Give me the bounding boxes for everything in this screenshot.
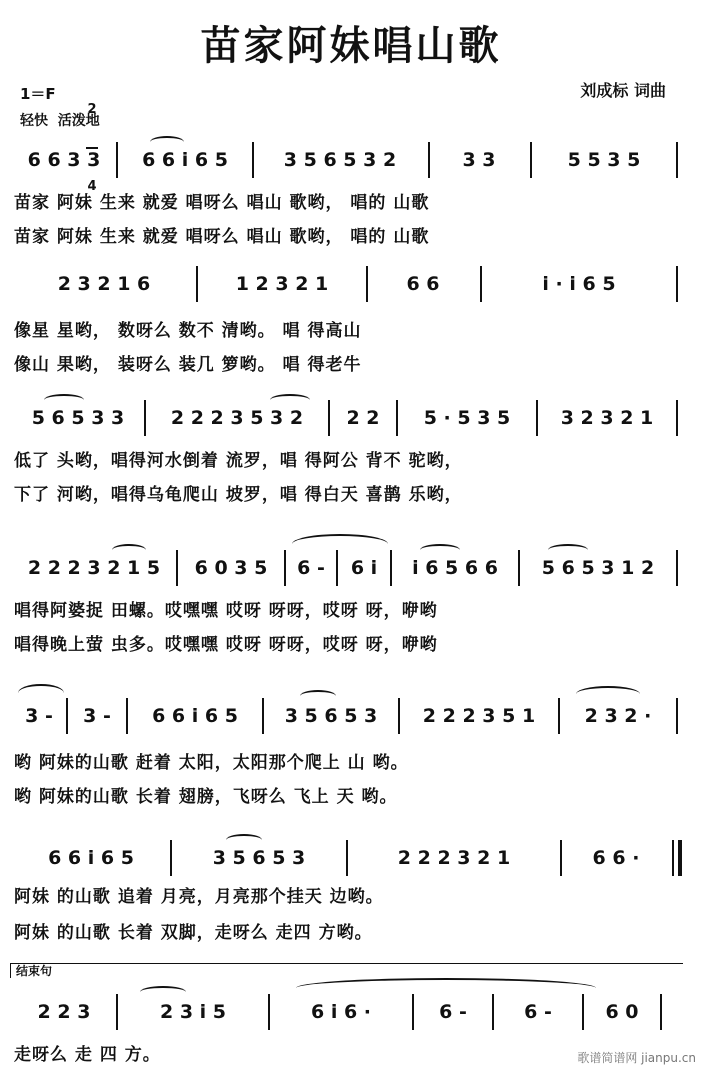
barline	[262, 698, 264, 734]
slur	[44, 394, 84, 406]
measure: 5 5 3 5	[567, 149, 641, 171]
measure: 2 2 2 3 5 3 2	[170, 407, 304, 429]
barline	[412, 994, 414, 1030]
notes-row	[0, 696, 702, 736]
measure: 6 6 ·	[592, 847, 640, 869]
slur	[18, 684, 64, 702]
barline	[346, 840, 348, 876]
barline	[284, 550, 286, 586]
notes-row	[0, 140, 702, 180]
measure: 6 6 3 3	[27, 149, 101, 171]
measure: 3 5 6 5 3	[212, 847, 306, 869]
barline	[366, 266, 368, 302]
slur	[140, 986, 186, 998]
barline	[676, 400, 678, 436]
slur	[226, 834, 262, 846]
time-numerator: 2	[87, 102, 97, 117]
slur	[300, 690, 336, 702]
slur	[292, 534, 388, 554]
barline	[144, 400, 146, 436]
slur	[112, 544, 146, 556]
measure: 3 5 6 5 3 2	[283, 149, 397, 171]
barline	[336, 550, 338, 586]
measure: 3 -	[83, 705, 111, 727]
barline	[558, 698, 560, 734]
barline	[676, 698, 678, 734]
measure: 6 6	[406, 273, 440, 295]
barline	[170, 840, 172, 876]
barline	[582, 994, 584, 1030]
slur	[548, 544, 588, 556]
measure: 3 5 6 5 3	[284, 705, 378, 727]
notes-row	[0, 992, 702, 1032]
measure: 6 -	[297, 557, 325, 579]
barline	[398, 698, 400, 734]
measure: 1 2 3 2 1	[235, 273, 329, 295]
barline	[676, 142, 678, 178]
time-denominator: 4	[87, 179, 97, 194]
measure: 6 0	[605, 1001, 639, 1023]
lyric-verse-2: 下了 河哟，唱得乌龟爬山 坡罗，唱 得白天 喜鹊 乐哟，	[14, 485, 463, 505]
barline	[328, 400, 330, 436]
tempo-marking: 轻快 活泼地	[20, 113, 100, 129]
barline	[390, 550, 392, 586]
barline	[428, 142, 430, 178]
notes-row	[0, 264, 702, 304]
coda-bracket	[10, 963, 683, 978]
barline	[672, 840, 674, 876]
barline	[676, 266, 678, 302]
measure: 2 2 3	[37, 1001, 91, 1023]
barline	[126, 698, 128, 734]
measure: 6 i 6 ·	[310, 1001, 371, 1023]
measure: 2 2 2 3 2 1	[397, 847, 511, 869]
notes-row	[0, 398, 702, 438]
watermark: 歌谱简谱网 jianpu.cn	[577, 1051, 696, 1065]
lyric-verse-1: 低了 头哟，唱得河水倒着 流罗，唱 得阿公 背不 驼哟，	[14, 451, 463, 471]
slur	[270, 394, 310, 406]
lyric-verse-2: 像山 果哟， 装呀么 装几 箩哟。 唱 得老牛	[14, 355, 362, 375]
slur	[420, 544, 460, 556]
lyric-verse-1: 哟 阿妹的山歌 赶着 太阳，太阳那个爬上 山 哟。	[14, 753, 409, 773]
measure: 6 6 i 6 5	[142, 149, 228, 171]
author-credit: 刘成标 词曲	[580, 81, 666, 100]
page-title: 苗家阿妹唱山歌	[200, 23, 502, 69]
lyric-verse-2: 苗家 阿妹 生来 就爱 唱呀么 唱山 歌哟， 唱的 山歌	[14, 227, 430, 247]
barline	[530, 142, 532, 178]
barline	[560, 840, 562, 876]
slur	[296, 978, 596, 998]
lyric-verse-2: 阿妹 的山歌 长着 双脚，走呀么 走四 方哟。	[14, 923, 373, 943]
barline	[396, 400, 398, 436]
measure: 2 3 2 ·	[584, 705, 652, 727]
notes-row	[0, 838, 702, 878]
barline	[492, 994, 494, 1030]
measure: 3 3	[462, 149, 496, 171]
barline	[116, 994, 118, 1030]
measure: 5 6 5 3 3	[31, 407, 125, 429]
barline	[66, 698, 68, 734]
measure: 6 0 3 5	[194, 557, 268, 579]
measure: 6 -	[439, 1001, 467, 1023]
barline	[480, 266, 482, 302]
barline	[252, 142, 254, 178]
slur	[150, 136, 184, 148]
barline	[268, 994, 270, 1030]
measure: 3 -	[25, 705, 53, 727]
measure: 2 3 2 1 6	[57, 273, 151, 295]
notes-row	[0, 548, 702, 588]
measure: 6 6 i 6 5	[152, 705, 238, 727]
measure: 6 6 i 6 5	[48, 847, 134, 869]
barline	[196, 266, 198, 302]
lyric-verse-2: 哟 阿妹的山歌 长着 翅膀，飞呀么 飞上 天 哟。	[14, 787, 398, 807]
barline	[176, 550, 178, 586]
barline	[116, 142, 118, 178]
measure: 2 2	[346, 407, 380, 429]
lyric-verse-1: 阿妹 的山歌 追着 月亮，月亮那个挂天 边哟。	[14, 887, 384, 907]
measure: i · i 6 5	[542, 273, 616, 295]
slur	[576, 686, 640, 702]
measure: 2 2 2 3 2 1 5	[27, 557, 161, 579]
measure: 6 i	[350, 557, 378, 579]
barline	[518, 550, 520, 586]
final-barline	[678, 840, 682, 876]
key-signature: 1＝F	[20, 85, 56, 103]
barline	[660, 994, 662, 1030]
barline	[676, 550, 678, 586]
coda-label: 结束句	[16, 964, 53, 978]
measure: i 6 5 6 6	[412, 557, 498, 579]
lyric-coda: 走呀么 走 四 方。	[14, 1045, 161, 1065]
lyric-verse-1: 像星 星哟， 数呀么 数不 清哟。 唱 得高山	[14, 321, 362, 341]
lyric-verse-2: 唱得晚上萤 虫多。哎嘿嘿 哎呀 呀呀，哎呀 呀，咿哟	[14, 635, 438, 655]
lyric-verse-1: 苗家 阿妹 生来 就爱 唱呀么 唱山 歌哟， 唱的 山歌	[14, 193, 430, 213]
measure: 2 3 i 5	[159, 1001, 227, 1023]
measure: 2 2 2 3 5 1	[422, 705, 536, 727]
measure: 5 · 5 3 5	[423, 407, 511, 429]
measure: 5 6 5 3 1 2	[541, 557, 655, 579]
measure: 3 2 3 2 1	[560, 407, 654, 429]
lyric-verse-1: 唱得阿婆捉 田螺。哎嘿嘿 哎呀 呀呀，哎呀 呀，咿哟	[14, 601, 438, 621]
barline	[536, 400, 538, 436]
measure: 6 -	[524, 1001, 552, 1023]
